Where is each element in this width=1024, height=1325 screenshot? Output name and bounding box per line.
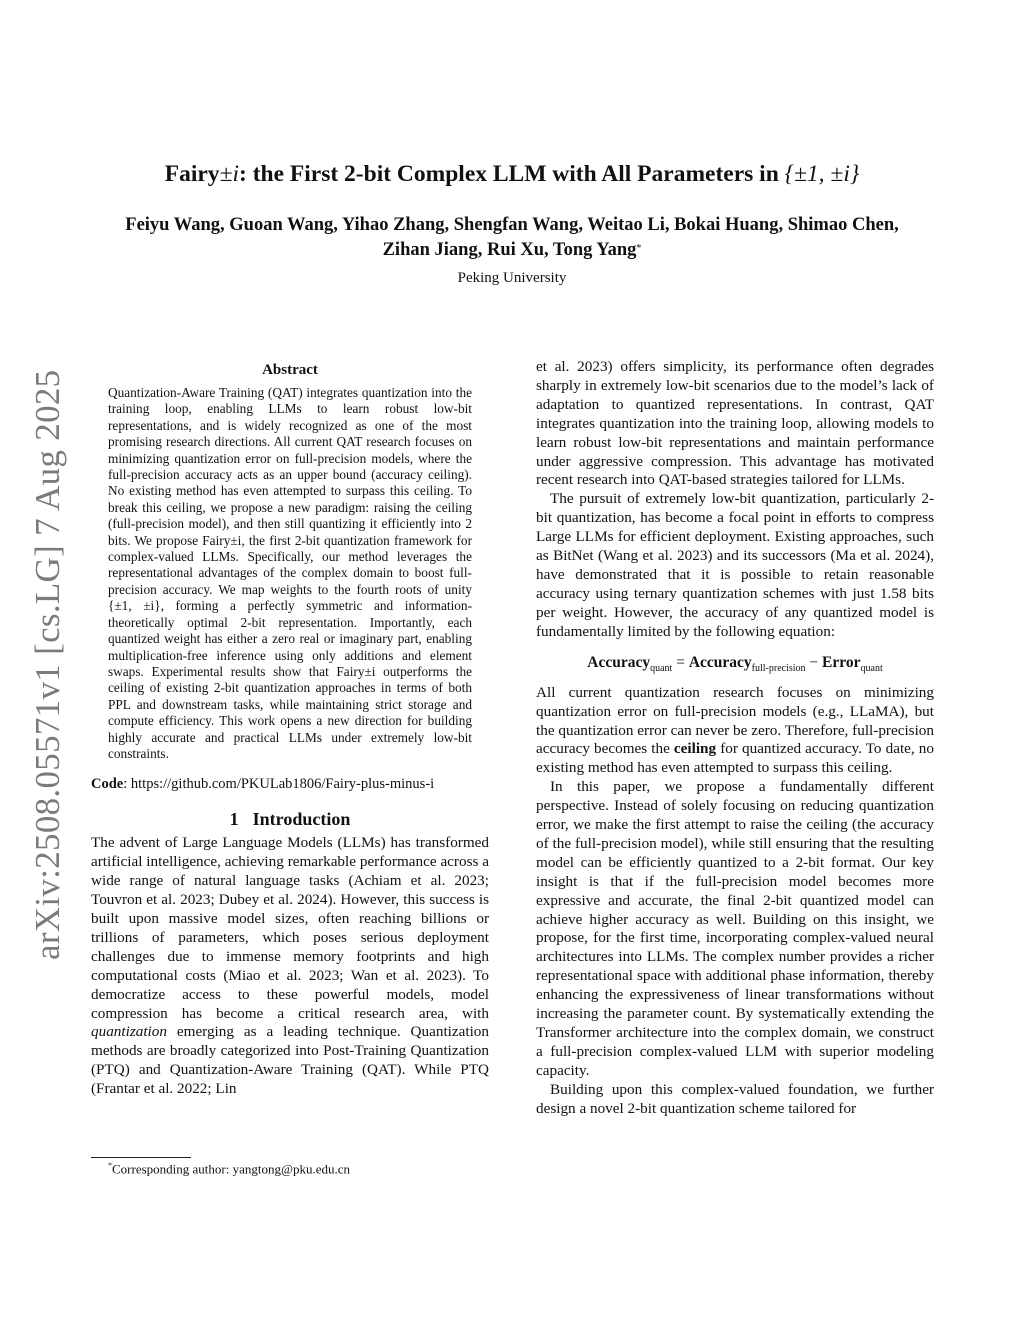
accuracy-equation: [536, 654, 934, 674]
footnote-mark: *: [108, 1161, 112, 1170]
authors-line-2-names: Zihan Jiang, Rui Xu, Tong Yang: [382, 240, 637, 260]
intro-p1-a: The advent of Large Language Models (LLMs) has transformed artificial intelligence, achieving remarkable performance across a wide range of natural language tasks (Achiam et al. 2023; Touvron et al. 2023; Dubey et al. 2024). However, this success is built upon massive model sizes, often reaching billions or trillions of parameters, which poses serious deployment challenges due to immense memory footprints and high computational costs (Miao et al. 2023; Wan et al. 2023). To democratize access to these powerful models, model compression has become a critical research area, with: [91, 834, 489, 1022]
code-line: [91, 776, 489, 793]
paper-title: [100, 158, 924, 190]
eq-term1-sub: full-precision: [751, 662, 806, 674]
section-number: 1: [229, 809, 239, 830]
authors-line-2: [60, 238, 964, 263]
intro-p3-b: for quantized accuracy. To date, no existing method has even attempted to surpass this ceiling.: [536, 740, 934, 777]
intro-paragraph-4: In this paper, we propose a fundamentally different perspective. Instead of solely focusing on reducing quantization error, we make the first attempt to raise the ceiling (the accuracy of the full-precision model), while still ensuring that the resulting model can be efficiently quantized to a 2-bit format. Our key insight is that if the full-precision model becomes more expressive and accurate, the final 2-bit quantized model can achieve higher accuracy as well. Building on this insight, we propose, for the first time, incorporating complex-valued neural architectures into LLMs. The complex number provides a richer representational space with additional phase information, thereby enhancing the expressiveness of linear transformations without increasing the parameter count. By systematically extending the Transformer architecture into the complex domain, we construct a full-precision complex-valued LLM with superior modeling capacity.: [536, 778, 934, 1079]
intro-paragraph-5: Building upon this complex-valued foundation, we further design a novel 2-bit quantization scheme tailored for: [536, 1080, 934, 1117]
code-label: Code: [91, 776, 124, 793]
title-rest: : the First 2-bit Complex LLM with All Parameters in: [239, 161, 785, 187]
intro-p1-b: emerging as a leading technique. Quantization methods are broadly categorized into Post-Training Quantization (PTQ) and Quantization-Aware Training (QAT). While PTQ (Frantar et al. 2022; Lin: [91, 1023, 489, 1098]
right-column: [536, 358, 934, 1119]
footnote-rule: [91, 1157, 191, 1158]
abstract-body: Quantization-Aware Training (QAT) integrates quantization into the training loop, enabling LLMs to learn robust low-bit representations, and is widely recognized as one of the most promising research directions. All current QAT research focuses on minimizing quantization error on full-precision models, where the full-precision accuracy acts as an upper bound (accuracy ceiling). No existing method has even attempted to surpass this ceiling. To break this ceiling, we propose a new paradigm: raising the ceiling (full-precision model), and then still quantizing it efficiently into 2 bits. We propose Fairy±i, the first 2-bit quantization framework for complex-valued LLMs. Specifically, our method leverages the representational advantages of the complex domain to boost full-precision accuracy. We map weights to the fourth roots of unity {±1, ±i}, forming a perfectly symmetric and information-theoretically optimal 2-bit representation. Importantly, each quantized weight has either a zero real or imaginary part, enabling multiplication-free inference using only additions and element swaps. Experimental results show that Fairy±i outperforms the ceiling of existing 2-bit quantization approaches in terms of both PPL and downstream tasks, while maintaining strict storage and compute efficiency. This work opens a new direction for building highly accurate and practical LLMs under extremely low-bit constraints.: [108, 385, 472, 761]
intro-paragraph-2: The pursuit of extremely low-bit quantization, particularly 2-bit quantization, has become a focal point in efforts to compress Large LLMs for efficient deployment. Existing approaches, such as BitNet (Wang et al. 2023) and its successors (Ma et al. 2024), have demonstrated that it is possible to retain reasonable accuracy using ternary quantization schemes with just 1.58 bits per weight. However, the accuracy of any quantized model is fundamentally limited by the following equation:: [536, 490, 934, 640]
abstract-heading: Abstract: [262, 362, 318, 378]
corresponding-mark: *: [636, 243, 642, 254]
arxiv-side-stamp: arXiv:2508.05571v1 [cs.LG] 7 Aug 2025: [28, 369, 67, 960]
intro-p3-bold: ceiling: [673, 740, 717, 758]
section-heading: [91, 809, 489, 830]
footnote-text: Corresponding author: yangtong@pku.edu.cn: [112, 1161, 350, 1177]
affiliation: Peking University: [457, 270, 567, 286]
footnote: [108, 1161, 350, 1177]
title-prefix: Fairy: [164, 161, 220, 187]
left-column: [91, 362, 489, 1099]
author-list: [60, 213, 964, 263]
authors-line-1: Feiyu Wang, Guoan Wang, Yihao Zhang, Shengfan Wang, Weitao Li, Bokai Huang, Shimao Chen,: [125, 215, 899, 235]
intro-paragraph-1-continued: et al. 2023) offers simplicity, its performance often degrades sharply in extremely low-bit scenarios due to the model’s lack of adaptation to quantized representations. In contrast, QAT integrates quantization into the training loop, allowing models to learn robust low-bit representations and maintain performance under aggressive compression. This advantage has motivated recent research into QAT-based strategies tailored for LLMs.: [536, 358, 934, 489]
code-url[interactable]: : https://github.com/PKULab1806/Fairy-plus-minus-i: [123, 776, 435, 793]
title-set: {±1, ±i}: [784, 161, 860, 187]
eq-minus: −: [805, 653, 823, 671]
title-pm-i: ±i: [219, 161, 239, 187]
intro-paragraph-1: [91, 834, 489, 1099]
eq-lhs-sub: quant: [650, 662, 673, 674]
intro-p3-a: All current quantization research focuses on minimizing quantization error on full-precision models (e.g., LLaMA), but the quantization error can never be zero. Therefore, full-precision accuracy becomes the: [536, 683, 934, 758]
eq-term2-sub: quant: [860, 662, 883, 674]
intro-paragraph-3: [536, 684, 934, 779]
section-title: Introduction: [252, 809, 351, 830]
eq-term2: Error: [822, 653, 861, 671]
eq-lhs: Accuracy: [587, 653, 651, 671]
intro-p1-emphasis: quantization: [91, 1023, 167, 1041]
eq-equals: =: [672, 653, 689, 671]
eq-term1: Accuracy: [688, 653, 752, 671]
